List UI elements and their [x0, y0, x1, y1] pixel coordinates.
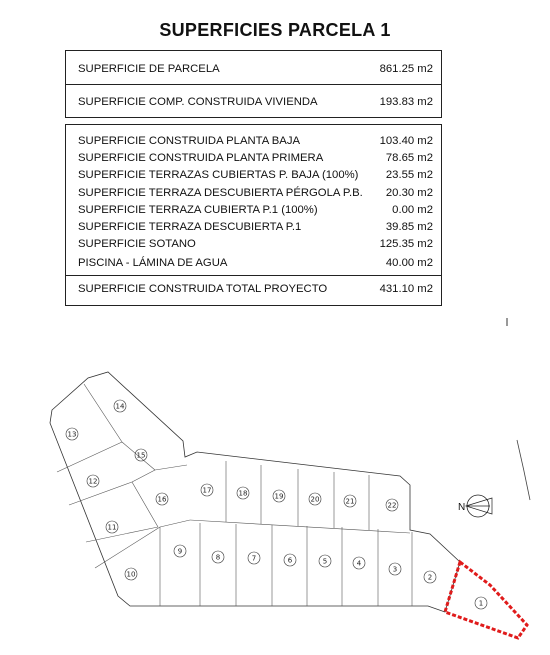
lot-number-15: 15 — [136, 451, 146, 460]
development-boundary — [50, 372, 460, 612]
lot-number-3: 3 — [392, 565, 398, 574]
lot-number-13: 13 — [67, 430, 77, 439]
lot-number-2: 2 — [427, 573, 433, 582]
lot-number-8: 8 — [215, 553, 221, 562]
row-label: SUPERFICIE TERRAZA DESCUBIERTA P.1 — [78, 221, 302, 233]
page-title: SUPERFICIES PARCELA 1 — [159, 20, 391, 40]
lot-number-20: 20 — [310, 495, 320, 504]
lot-lines — [57, 384, 412, 606]
lot-number-17: 17 — [202, 486, 212, 495]
lot-markers — [66, 400, 487, 609]
row-label: SUPERFICIE DE PARCELA — [78, 63, 220, 75]
row-label: SUPERFICIE CONSTRUIDA PLANTA PRIMERA — [78, 152, 324, 164]
row-value: 193.83 m2 — [379, 96, 433, 108]
lot-number-6: 6 — [287, 556, 293, 565]
lot-number-7: 7 — [251, 554, 257, 563]
row-value: 78.65 m2 — [385, 152, 433, 164]
row-label: PISCINA - LÁMINA DE AGUA — [78, 257, 228, 269]
lot-number-19: 19 — [274, 492, 284, 501]
lot-number-16: 16 — [157, 495, 167, 504]
row-label: SUPERFICIE TERRAZA CUBIERTA P.1 (100%) — [78, 204, 318, 216]
row-label: SUPERFICIE TERRAZAS CUBIERTAS P. BAJA (100%) — [78, 169, 359, 181]
row-value: 125.35 m2 — [379, 238, 433, 250]
row-value: 103.40 m2 — [379, 135, 433, 147]
lot-number-21: 21 — [345, 497, 355, 506]
plan-mark — [517, 440, 530, 500]
lot-number-11: 11 — [107, 523, 117, 532]
lot-number-14: 14 — [115, 402, 125, 411]
compass-icon — [458, 495, 492, 517]
total-label: SUPERFICIE CONSTRUIDA TOTAL PROYECTO — [78, 283, 328, 295]
row-value: 0.00 m2 — [392, 204, 433, 216]
total-value: 431.10 m2 — [379, 283, 433, 295]
row-value: 39.85 m2 — [385, 221, 433, 233]
row-label: SUPERFICIE SOTANO — [78, 238, 196, 250]
row-label: SUPERFICIE TERRAZA DESCUBIERTA PÉRGOLA P.B. — [78, 187, 363, 199]
lot-number-10: 10 — [126, 570, 136, 579]
lot-number-12: 12 — [88, 477, 98, 486]
row-value: 40.00 m2 — [385, 257, 433, 269]
lot-number-18: 18 — [238, 489, 248, 498]
lot-number-22: 22 — [387, 501, 397, 510]
row-label: SUPERFICIE COMP. CONSTRUIDA VIVIENDA — [78, 96, 318, 108]
row-value: 20.30 m2 — [385, 187, 433, 199]
row-value: 23.55 m2 — [385, 169, 433, 181]
lot-number-4: 4 — [356, 559, 362, 568]
lot-number-1: 1 — [478, 599, 484, 608]
lot-number-9: 9 — [177, 547, 183, 556]
lot-number-5: 5 — [322, 557, 328, 566]
row-value: 861.25 m2 — [379, 63, 433, 75]
compass-north-label: N — [458, 502, 466, 513]
row-label: SUPERFICIE CONSTRUIDA PLANTA BAJA — [78, 135, 301, 147]
